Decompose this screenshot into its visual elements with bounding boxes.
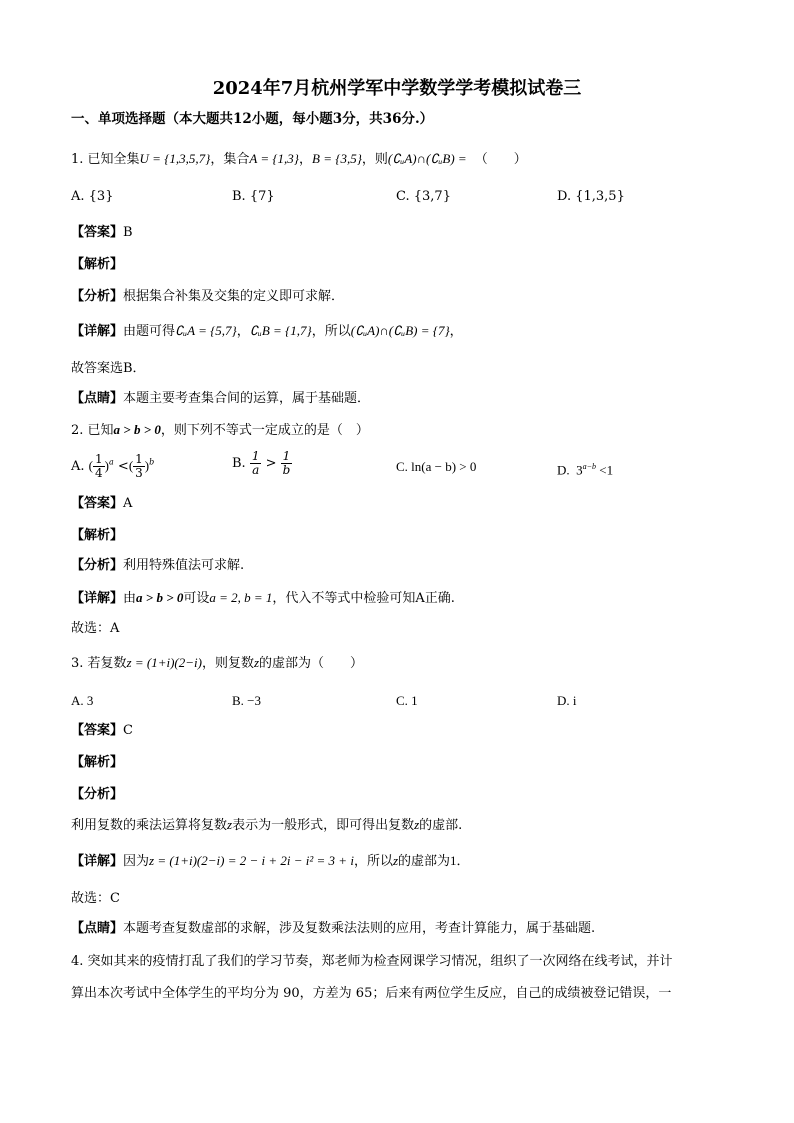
q1-option-b: B. {7} (232, 189, 275, 204)
q2-option-d-base: 3 (576, 462, 583, 478)
q3-conclusion: 故选：C (71, 891, 120, 906)
answer-label: 【答案】 (71, 723, 124, 738)
xiangjie-label: 【详解】 (71, 854, 124, 869)
q2-option-a: A. ( $\frac{1}{4}$ )$^a$ <( $\frac{1}{3}$ )$^b$ (71, 452, 155, 480)
q1-xiangjie-math: ∁ᵤA = {5,7} (175, 323, 237, 338)
xiangjie-label: 【详解】 (71, 591, 124, 606)
q1-xiangjie (71, 322, 463, 341)
q1-set-b: B = {3,5} (312, 151, 362, 166)
q1-xiangjie-text: 由题可得 (123, 324, 176, 339)
q2-xiangjie (71, 589, 455, 608)
q3-answer (71, 722, 133, 740)
q1-xiangjie-text: ， (236, 324, 250, 339)
q2-text: 2. 已知 (71, 423, 114, 438)
q2-option-b-label: B. (232, 456, 246, 471)
q3-xiangjie (71, 852, 470, 871)
q1-xiangjie-text: ，所以 (311, 324, 351, 339)
q2-conclusion: 故选：A (71, 621, 120, 636)
q3-answer-value: C (123, 723, 133, 738)
q3-option-c: C. 1 (396, 693, 418, 708)
q2-option-b: B. $\frac{1}{a}$ > $\frac{1}{b}$ (232, 449, 291, 477)
q2-analysis-label: 【解析】 (71, 528, 124, 543)
q3-fenxi-part: 的虚部. (419, 818, 463, 833)
q1-answer-value: B (123, 225, 133, 240)
q3-fenxi-part: 利用复数的乘法运算将复数 (71, 818, 228, 833)
answer-label: 【答案】 (71, 496, 124, 511)
q1-fenxi-text: 根据集合补集及交集的定义即可求解． (123, 289, 345, 304)
q1-text: ，则 (361, 152, 388, 167)
q3-option-b: B. −3 (232, 693, 262, 708)
fenxi-label: 【分析】 (71, 558, 124, 573)
page-title: 2024年7月杭州学军中学数学学考模拟试卷三 (212, 78, 582, 99)
q2-xiangjie-text: ，代入不等式中检验可知A正确. (272, 591, 455, 606)
q3-expression: z = (1+i)(2−i) (126, 655, 202, 670)
q3-variable: z (227, 817, 233, 832)
q2-option-d-rest: <1 (596, 462, 614, 478)
q1-dianjing (71, 390, 370, 408)
q1-conclusion: 故答案选B． (71, 361, 146, 376)
q1-xiangjie-math: ∁ᵤB = {1,7} (249, 323, 312, 338)
q2-xiangjie-text: 由 (123, 591, 137, 606)
q1-analysis-label: 【解析】 (71, 257, 124, 272)
q1-set-a: A = {1,3} (249, 151, 300, 166)
q1-fenxi (71, 288, 344, 306)
q3-fenxi-label: 【分析】 (71, 787, 124, 802)
q2-fenxi (71, 557, 244, 575)
dianjing-label: 【点睛】 (71, 921, 124, 936)
q3-xiangjie-text: 因为 (123, 854, 150, 869)
q1-option-c: C. {3,7} (396, 189, 451, 204)
q3-text: 的虚部为（ ） (259, 656, 364, 671)
q1-text: 1. 已知全集 (71, 152, 140, 167)
q3-dianjing (71, 920, 595, 938)
q3-analysis-label: 【解析】 (71, 755, 124, 770)
q1-xiangjie-math: (∁ᵤA)∩(∁ᵤB) = {7} (350, 323, 450, 338)
q1-universal-set: U = {1,3,5,7} (139, 151, 211, 166)
q3-variable: z (392, 853, 399, 868)
q1-paren: （ ） (474, 152, 527, 167)
q1-option-d: D. {1,3,5} (557, 189, 625, 204)
fenxi-label: 【分析】 (71, 289, 124, 304)
question-2-stem (71, 421, 369, 440)
question-1-stem (71, 150, 527, 169)
question-4-line-2: 算出本次考试中全体学生的平均分为 90，方差为 65；后来有两位学生反应，自己的成绩被登记错误，一 (71, 986, 672, 1001)
q2-condition: a > b > 0 (113, 422, 161, 437)
q3-dianjing-text: 本题考查复数虚部的求解，涉及复数乘法法则的应用，考查计算能力，属于基础题. (123, 921, 596, 936)
q3-xiangjie-text: ，所以 (353, 854, 393, 869)
q1-dianjing-text: 本题主要考查集合间的运算，属于基础题． (123, 391, 371, 406)
q3-xiangjie-text: 的虚部为 (398, 854, 451, 869)
q2-answer-value: A (123, 496, 133, 511)
q3-text: ，则复数 (201, 656, 254, 671)
q2-option-a-label: A. (71, 459, 85, 474)
question-4-line-1: 4. 突如其来的疫情打乱了我们的学习节奏，郑老师为检查网课学习情况，组织了一次网络在线考试，并计 (71, 954, 673, 969)
q3-variable: z (414, 817, 420, 832)
q3-text: 3. 若复数 (71, 656, 127, 671)
q3-xiangjie-math: z = (1+i)(2−i) = 2 − i + 2i − i² = 3 + i (149, 853, 354, 868)
q3-variable: z (253, 655, 260, 670)
q2-option-d-label: D. (557, 462, 570, 478)
q2-xiangjie-math: a = 2, b = 1 (209, 590, 273, 605)
q1-option-a: A. {3} (71, 189, 114, 204)
q1-expression: (∁ᵤA)∩(∁ᵤB) = (387, 151, 467, 166)
q1-text: ， (299, 152, 313, 167)
q2-fenxi-text: 利用特殊值法可求解. (123, 558, 245, 573)
q3-fenxi-text (71, 816, 462, 835)
q3-fenxi-part: 表示为一般形式，即可得出复数 (232, 818, 415, 833)
q3-option-a: A. 3 (71, 693, 94, 708)
question-3-stem (71, 654, 363, 673)
q2-xiangjie-text: 可设 (183, 591, 210, 606)
q3-xiangjie-value: 1 (450, 853, 457, 868)
q2-answer (71, 495, 132, 513)
q1-answer (71, 224, 133, 242)
xiangjie-label: 【详解】 (71, 324, 124, 339)
q1-text: ，集合 (210, 152, 250, 167)
q2-text: ，则下列不等式一定成立的是（ ） (160, 423, 369, 438)
q3-xiangjie-text: ． (456, 854, 470, 869)
section-heading: 一、单项选择题（本大题共12小题，每小题3分，共36分.） (71, 111, 434, 127)
q1-xiangjie-text: ， (449, 324, 463, 339)
q2-option-d-exponent: a−b (582, 462, 597, 471)
q3-option-d: D. i (557, 693, 577, 708)
dianjing-label: 【点睛】 (71, 391, 124, 406)
q2-option-c: C. ln(a − b) > 0 (396, 459, 477, 474)
q2-xiangjie-math: a > b > 0 (136, 590, 184, 605)
q2-option-d (557, 458, 613, 479)
answer-label: 【答案】 (71, 225, 124, 240)
